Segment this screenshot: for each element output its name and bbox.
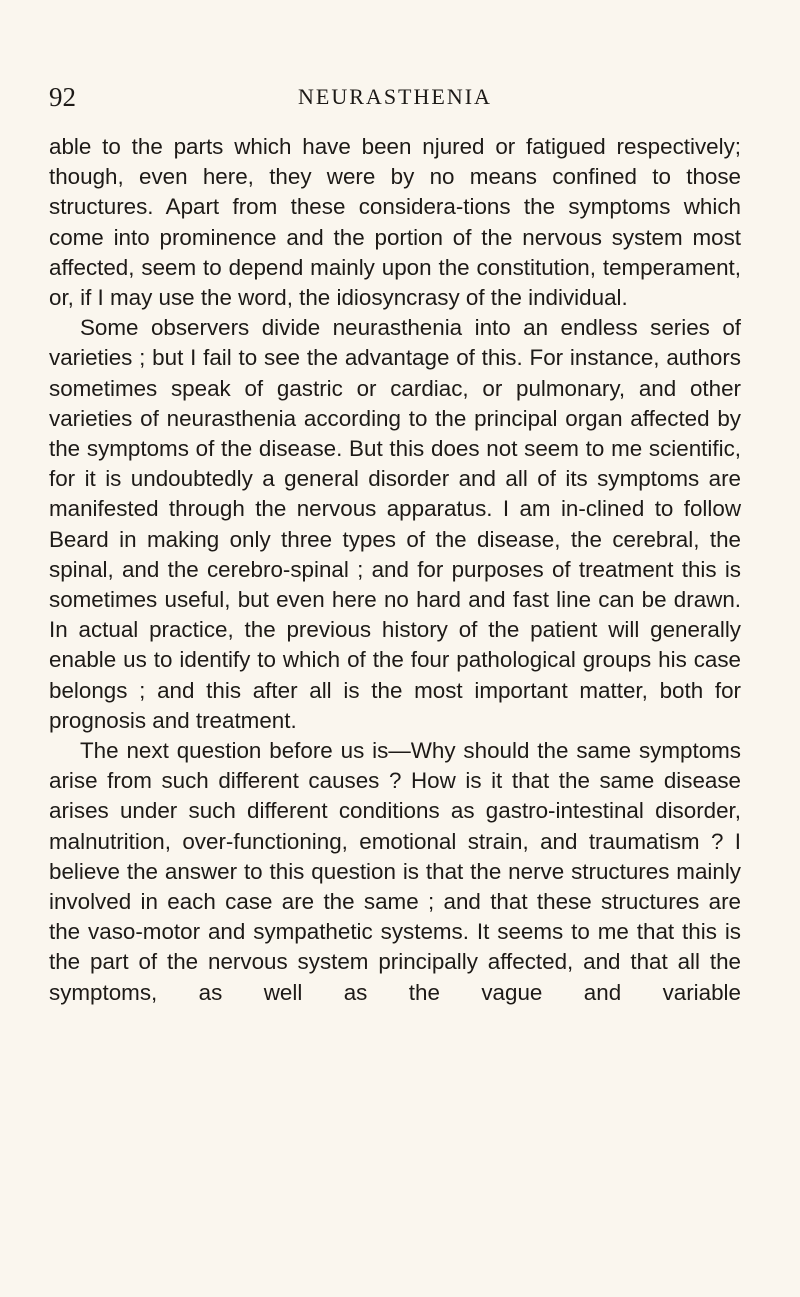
running-title: NEURASTHENIA (298, 84, 492, 109)
paragraph-next-question: The next question before us is—Why should the same symptoms arise from such different causes ? How is it that the same disease arises under such different conditions as gastro-intestinal disorder, malnutrition, over-functioning, emotional strain, and traumatism ? I believe the answer to this question is that the nerve structures mainly involved in each case are the same ; and that these structures are the vaso-motor and sympathetic systems. It seems to me that this is the part of the nervous system principally affected, and that all the symptoms, as well as the vague and variable (49, 738, 741, 1005)
body-text (49, 132, 741, 1008)
paragraph-varieties: Some observers divide neurasthenia into an endless series of varieties ; but I fail to see the advantage of this. For instance, authors sometimes speak of gastric or cardiac, or pulmonary, and other varieties of neurasthenia according to the principal organ affected by the symptoms of the disease. But this does not seem to me scientific, for it is undoubtedly a general disorder and all of its symptoms are manifested through the nervous apparatus. I am in-clined to follow Beard in making only three types of the disease, the cerebral, the spinal, and the cerebro-spinal ; and for purposes of treatment this is sometimes useful, but even here no hard and fast line can be drawn. In actual practice, the previous history of the patient will generally enable us to identify to which of the four pathological groups his case belongs ; and this after all is the most important matter, both for prognosis and treatment. (49, 315, 741, 733)
running-head (49, 82, 741, 112)
paragraph-continuation: able to the parts which have been njured or fatigued respectively; though, even here, they were by no means confined to those structures. Apart from these considera-tions the symptoms which come into prominence and the portion of the nervous system most affected, seem to depend mainly upon the constitution, temperament, or, if I may use the word, the idiosyncrasy of the individual. (49, 134, 741, 311)
page-number: 92 (49, 82, 76, 112)
